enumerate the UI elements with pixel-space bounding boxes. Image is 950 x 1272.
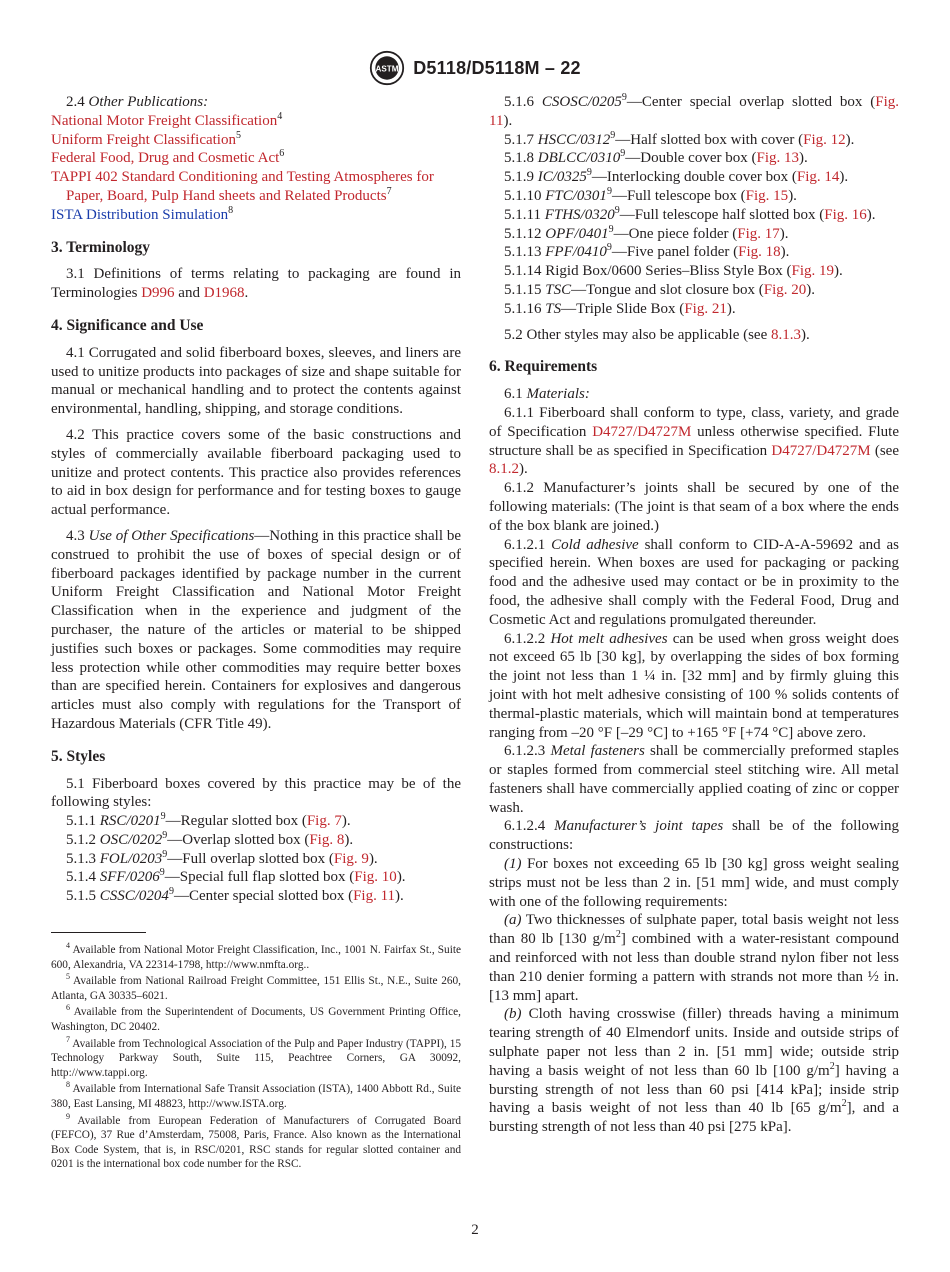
footnote: $^7$ Available from Technological Association of the Pulp and Paper Industry (TAPPI), 15 Technology Parkway South, Suite 115, Peachtree Corners, GA 30092, http://www.tappi.org. <box>51 1034 461 1079</box>
section-2-4-heading: 2.4 Other Publications: <box>66 94 209 110</box>
paragraph-4-3: 4.3 Use of Other Specifications—Nothing in this practice shall be construed to prohibit the use of boxes of special design or of fiberboard packages identified by package number in the current Uniform Freight Classification and National Motor Freight Classification when in the experience and judgment of the purchaser, the nature of the articles or material to be shipped justifies such boxes or packages. Some commodities may require less protection while other commodities may require better boxes than are specified herein. Containers for explosives and dangerous articles must also comply with regulations for the Transport of Hazardous Materials (CFR Title 49). <box>51 527 461 732</box>
publication-item[interactable]: TAPPI 402 Standard Conditioning and Testing Atmospheres for Paper, Board, Pulp Hand sheets and Related Products$^7$ <box>51 169 434 204</box>
figure-link[interactable]: Fig. 17 <box>737 225 780 242</box>
footnote: $^8$ Available from International Safe Transit Association (ISTA), 1400 Abbott Rd., Suite 380, East Lansing, MI 48823, http://www.ISTA.org. <box>51 1080 461 1111</box>
ref-link[interactable]: D4727/D4727M <box>592 423 692 440</box>
footnote: $^6$ Available from the Superintendent of Documents, US Government Printing Office, Washington, DC 20402. <box>51 1003 461 1034</box>
paragraph-6-1: 6.1 Materials: <box>504 386 590 403</box>
style-item: 5.1.15 TSC—Tongue and slot closure box (Fig. 20). <box>504 281 816 298</box>
ref-link[interactable]: D4727/D4727M <box>771 442 871 459</box>
section-3-heading: 3. Terminology <box>51 238 151 256</box>
paragraph-6-1-2: 6.1.2 Manufacturer’s joints shall be secured by one of the following materials: (The joint is that seam of a box where the ends of the box blank are joined.) <box>489 480 899 534</box>
figure-link[interactable]: Fig. 13 <box>756 150 799 167</box>
figure-link[interactable]: Fig. 18 <box>738 244 781 261</box>
requirement-1: (1) For boxes not exceeding 65 lb [30 kg] gross weight sealing strips must not be less than 2 in. [51 mm] wide, and must comply with one of the following requirements: <box>489 856 899 910</box>
style-item: 5.1.3 FOL/0203$^9$—Full overlap slotted box (Fig. 9). <box>66 848 378 867</box>
paragraph-6-1-2-1: 6.1.2.1 Cold adhesive shall conform to CID-A-A-59692 and as specified herein. When boxes are used for packaging or packing food and the adhesive used may contact or be in proximity to the food, the adhesive shall comply with the Federal Food, Drug and Cosmetic Act and regulations promulgated thereunder. <box>489 536 900 628</box>
paragraph-6-1-2-2: 6.1.2.2 Hot melt adhesives can be used when gross weight does not exceed 65 lb [30 kg], by overlapping the sides of box forming the joint not less than 1 ¼ in. [32 mm] and by firmly gluing this joint with hot melt adhesive consisting of 100 % solids contents of thermal-plastic materials, which will maintain bond at temperatures ranging from –20 °F [–29 °C] to +165 °F [+74 °C] above zero. <box>489 630 900 741</box>
figure-link[interactable]: Fig. 21 <box>684 300 727 317</box>
footnote: $^9$ Available from European Federation of Manufacturers of Corrugated Board (FEFCO), 37 Rue d’Amsterdam, 75008, Paris, France. Also known as the International Box Code System, that is, in RSC/0201, RSC stands for regular slotted container and 0201 is the international box code number for the RSC. <box>51 1111 461 1171</box>
publication-item[interactable]: National Motor Freight Classification$^4$ <box>51 110 283 129</box>
style-item: 5.1.4 SFF/0206$^9$—Special full flap slotted box (Fig. 10). <box>66 867 406 886</box>
section-6-heading: 6. Requirements <box>489 358 598 376</box>
document-designation: D5118/D5118M – 22 <box>413 57 581 78</box>
footnote-divider <box>51 932 146 933</box>
style-item: 5.1.11 FTHS/0320$^9$—Full telescope half slotted box (Fig. 16). <box>504 204 876 223</box>
figure-link[interactable]: Fig. 7 <box>306 813 342 830</box>
paragraph-4-2: 4.2 This practice covers some of the basic constructions and styles of commercially available fiberboard packaging used to unitize and protect contents. This practice also provides references to aid in box design for performance and for testing boxes to gauge actual performance. <box>51 426 461 519</box>
svg-text:ASTM: ASTM <box>375 64 399 74</box>
astm-logo-icon <box>369 50 405 86</box>
ref-link[interactable]: D1968 <box>203 285 245 302</box>
style-item: 5.1.8 DBLCC/0310$^9$—Double cover box (Fig. 13). <box>504 148 808 167</box>
section-5-heading: 5. Styles <box>51 747 106 765</box>
figure-link[interactable]: Fig. 11 <box>489 94 899 129</box>
style-item: 5.1.16 TS—Triple Slide Box (Fig. 21). <box>504 300 736 317</box>
figure-link[interactable]: Fig. 12 <box>803 131 846 148</box>
style-item: 5.1.10 FTC/0301$^9$—Full telescope box (Fig. 15). <box>504 185 797 204</box>
paragraph-5-1: 5.1 Fiberboard boxes covered by this practice may be of the following styles: <box>51 775 461 811</box>
style-item: 5.1.1 RSC/0201$^9$—Regular slotted box (Fig. 7). <box>66 811 351 830</box>
figure-link[interactable]: Fig. 10 <box>354 869 397 886</box>
page-header <box>0 50 950 86</box>
requirement-b: (b) Cloth having crosswise (filler) threads having a minimum tearing strength of 40 Elmendorf units. Inside and outside strips of sulphate paper not less than 2 in. [51 mm] wide; outside strip having a basis weight of not less than 60 lb [100 $g/m^2$] having a bursting strength of not less than 60 psi [414 kPa]; inside strip having a basis weight of not less than 40 lb [65 $g/m^2$], and a bursting strength of not less than 40 psi [275 kPa]. <box>489 1006 899 1136</box>
footnote: $^5$ Available from National Railroad Freight Committee, 151 Ellis St., N.E., Suite 260, Atlanta, GA 30335–6021. <box>51 972 461 1002</box>
page-number: 2 <box>471 1222 479 1238</box>
left-column <box>51 93 461 1174</box>
style-item: 5.1.5 CSSC/0204$^9$—Center special slotted box (Fig. 11). <box>66 886 404 905</box>
paragraph-6-1-2-3: 6.1.2.3 Metal fasteners shall be commercially preformed staples or staples formed from commercial steel stitching wire. All metal fasteners shall have commercially applied coating of zinc or copper wash. <box>489 743 900 816</box>
ref-link[interactable]: D996 <box>141 285 175 302</box>
section-4-heading: 4. Significance and Use <box>51 316 204 334</box>
paragraph-5-2: 5.2 Other styles may also be applicable (see 8.1.3). <box>504 326 810 343</box>
figure-link[interactable]: Fig. 14 <box>796 169 840 186</box>
paragraph-3-1: 3.1 Definitions of terms relating to packaging are found in Terminologies D996 and D1968. <box>51 266 461 302</box>
paragraph-4-1: 4.1 Corrugated and solid fiberboard boxes, sleeves, and liners are used to unitize products into packages of size and shape suitable for manual or mechanical handling and to protect the contents against environmental, handling, shipping, and storage conditions. <box>51 344 461 418</box>
figure-link[interactable]: Fig. 9 <box>333 850 369 867</box>
section-link[interactable]: 8.1.2 <box>489 461 519 478</box>
footnote: $^4$ Available from National Motor Freight Classification, Inc., 1001 N. Fairfax St., Suite 600, Alexandria, VA 22314-1798, http://www.nmfta.org.. <box>51 941 461 971</box>
publication-item[interactable]: Uniform Freight Classification$^5$ <box>51 129 241 148</box>
style-item: 5.1.2 OSC/0202$^9$—Overlap slotted box (Fig. 8). <box>66 829 354 848</box>
style-item: 5.1.12 OPF/0401$^9$—One piece folder (Fig. 17). <box>504 223 789 242</box>
style-item: 5.1.14 Rigid Box/0600 Series–Bliss Style Box (Fig. 19). <box>504 263 843 280</box>
requirement-a: (a) Two thicknesses of sulphate paper, total basis weight not less than 80 lb [130 $g/m^2$] combined with a water-resistant compound and reinforced with not less than double strand nylon fiber not less than 210 denier forming a pattern with strands not more than ½ in. [13 mm] apart. <box>489 912 899 1004</box>
style-item: 5.1.6 CSOSC/0205$^9$—Center special overlap slotted box (Fig. 11). <box>489 92 899 129</box>
figure-link[interactable]: Fig. 19 <box>791 263 835 280</box>
paragraph-6-1-2-4: 6.1.2.4 Manufacturer’s joint tapes shall be of the following constructions: <box>489 818 900 854</box>
style-item: 5.1.13 FPF/0410$^9$—Five panel folder (Fig. 18). <box>504 242 790 261</box>
figure-link[interactable]: Fig. 15 <box>745 187 789 204</box>
figure-link[interactable]: Fig. 11 <box>353 888 396 905</box>
publication-item[interactable]: Federal Food, Drug and Cosmetic Act$^6$ <box>51 148 285 167</box>
paragraph-6-1-1: 6.1.1 Fiberboard shall conform to type, class, variety, and grade of Specification D4727/D4727M unless otherwise specified. Flute structure shall be as specified in Specification D4727/D4727M (see 8.1.2). <box>489 404 899 478</box>
figure-link[interactable]: Fig. 20 <box>763 281 807 298</box>
style-item: 5.1.7 HSCC/0312$^9$—Half slotted box with cover (Fig. 12). <box>504 129 855 148</box>
section-link[interactable]: 8.1.3 <box>771 326 801 343</box>
figure-link[interactable]: Fig. 8 <box>309 831 345 848</box>
figure-link[interactable]: Fig. 16 <box>824 206 867 223</box>
style-item: 5.1.9 IC/0325$^9$—Interlocking double cover box (Fig. 14). <box>504 167 849 186</box>
publication-item[interactable]: ISTA Distribution Simulation$^8$ <box>51 204 234 223</box>
right-column <box>489 93 899 1137</box>
